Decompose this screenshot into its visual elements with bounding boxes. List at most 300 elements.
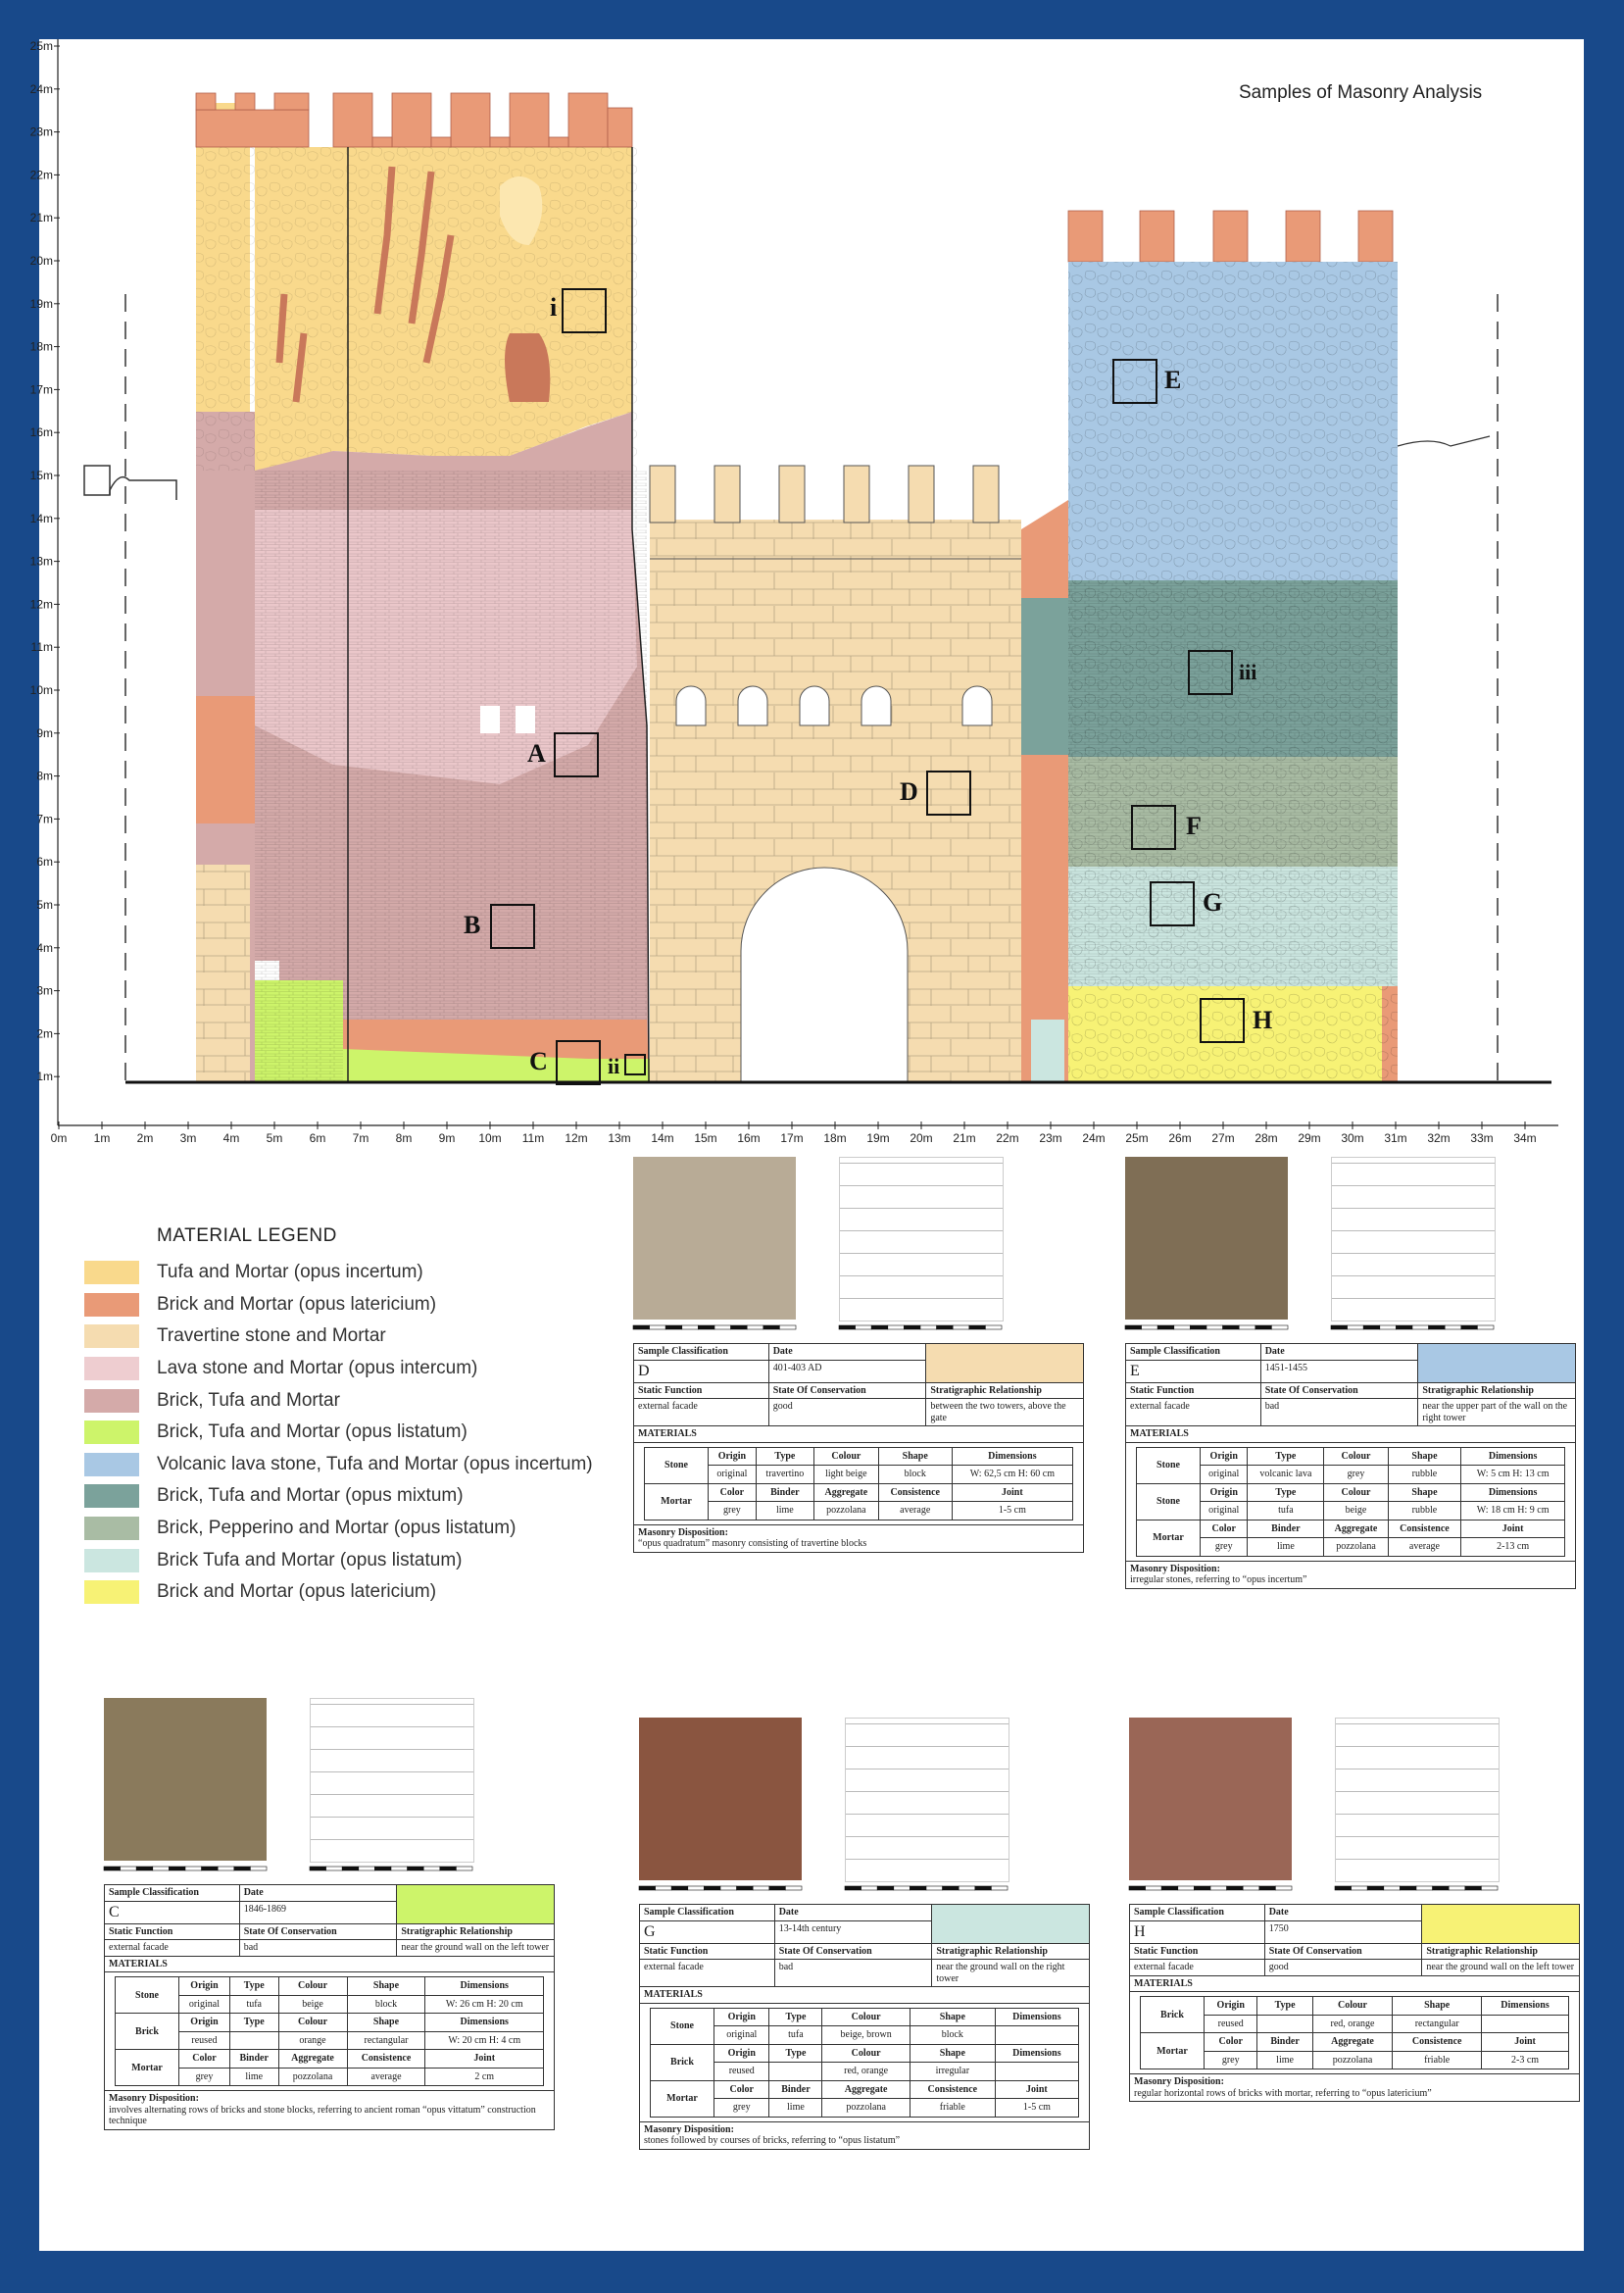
- x-tick-label: 15m: [694, 1131, 717, 1145]
- material-col-header: Color: [179, 2050, 230, 2069]
- x-tick-label: 20m: [910, 1131, 933, 1145]
- materials-table: [650, 2008, 1079, 2118]
- disposition-heading: Masonry Disposition:: [1134, 2076, 1224, 2088]
- x-tick-label: 22m: [996, 1131, 1019, 1145]
- scale-bar: [1125, 1323, 1288, 1331]
- material-cell: block: [910, 2026, 995, 2045]
- material-cell: volcanic lava: [1248, 1466, 1324, 1484]
- legend-item: [84, 1513, 593, 1545]
- y-tick-label: 14m: [29, 511, 53, 525]
- materials-table: [115, 1976, 544, 2086]
- sample-label: H: [1253, 1006, 1273, 1034]
- scale-bar: [310, 1865, 472, 1872]
- sheet-title: Samples of Masonry Analysis: [1239, 82, 1483, 103]
- scale-bar: [633, 1323, 796, 1331]
- info-cell: near the ground wall on the left tower: [1422, 1960, 1580, 1976]
- material-col-header: Colour: [813, 1447, 878, 1466]
- legend-label: Travertine stone and Mortar: [157, 1325, 386, 1347]
- disposition-heading: Masonry Disposition:: [644, 2123, 734, 2135]
- material-col-header: Joint: [425, 2050, 544, 2069]
- x-tick-label: 33m: [1470, 1131, 1494, 1145]
- drawing-sheet: [29, 39, 1584, 2251]
- sample-label: F: [1186, 812, 1202, 840]
- material-cell: rubble: [1388, 1502, 1461, 1520]
- x-tick-label: 16m: [737, 1131, 761, 1145]
- x-tick-label: 32m: [1427, 1131, 1451, 1145]
- material-color-swatch: [926, 1344, 1084, 1383]
- material-cell: lime: [756, 1502, 813, 1520]
- material-row-label: Mortar: [651, 2080, 714, 2117]
- y-tick-label: 21m: [29, 211, 53, 225]
- material-col-header: Origin: [179, 1977, 230, 1996]
- legend-label: Brick Tufa and Mortar (opus listatum): [157, 1549, 463, 1570]
- info-cell: bad: [239, 1940, 397, 1957]
- material-cell: lime: [1257, 2051, 1312, 2069]
- material-cell: grey: [1324, 1466, 1388, 1484]
- material-cell: reused: [714, 2063, 769, 2081]
- material-cell: light beige: [813, 1466, 878, 1484]
- y-tick-label: 24m: [29, 81, 53, 96]
- y-tick-label: 2m: [36, 1026, 53, 1041]
- info-cell: State Of Conservation: [239, 1923, 397, 1940]
- legend-label: Brick and Mortar (opus latericium): [157, 1581, 437, 1603]
- material-col-header: Shape: [910, 2044, 995, 2063]
- x-tick-label: 0m: [50, 1131, 68, 1145]
- y-tick-label: 9m: [36, 725, 53, 740]
- material-col-header: Type: [769, 2044, 822, 2063]
- material-cell: 2 cm: [425, 2068, 544, 2086]
- material-cell: friable: [910, 2099, 995, 2118]
- material-row-label: Mortar: [1137, 1520, 1201, 1556]
- sample-sketch: [1331, 1157, 1496, 1321]
- scale-bar: [1331, 1323, 1494, 1331]
- x-tick-label: 4m: [222, 1131, 240, 1145]
- sample-label: D: [900, 777, 918, 806]
- sample-id: H: [1130, 1920, 1265, 1943]
- x-tick-label: 17m: [780, 1131, 804, 1145]
- material-row-label: Stone: [1137, 1483, 1201, 1520]
- info-cell: Stratigraphic Relationship: [1418, 1382, 1576, 1399]
- material-col-header: Colour: [1312, 1997, 1393, 2016]
- material-col-header: Aggregate: [813, 1483, 878, 1502]
- material-col-header: Aggregate: [1324, 1520, 1388, 1538]
- materials-table: [1140, 1996, 1569, 2069]
- material-cell: friable: [1393, 2051, 1482, 2069]
- legend-label: Brick and Mortar (opus latericium): [157, 1293, 437, 1315]
- material-col-header: Binder: [229, 2050, 278, 2069]
- sample-label: A: [527, 739, 546, 768]
- material-cell: 1-5 cm: [952, 1502, 1072, 1520]
- disposition-text: regular horizontal rows of bricks with mortar, referring to “opus latericium”: [1134, 2087, 1432, 2099]
- y-tick-label: 11m: [30, 640, 53, 655]
- x-tick-label: 2m: [136, 1131, 154, 1145]
- material-color-swatch: [1418, 1344, 1576, 1383]
- material-color-swatch: [1422, 1905, 1580, 1944]
- material-cell: [1482, 2015, 1569, 2033]
- info-cell: Date: [1260, 1344, 1418, 1361]
- info-cell: Stratigraphic Relationship: [397, 1923, 555, 1940]
- materials-table: [1136, 1447, 1565, 1557]
- material-col-header: Joint: [995, 2080, 1078, 2099]
- x-tick-label: 5m: [266, 1131, 283, 1145]
- material-cell: original: [179, 1995, 230, 2014]
- x-tick-label: 14m: [651, 1131, 674, 1145]
- material-col-header: Colour: [1324, 1483, 1388, 1502]
- material-col-header: Dimensions: [425, 1977, 544, 1996]
- disposition-text: irregular stones, referring to “opus incertum”: [1130, 1574, 1307, 1586]
- material-col-header: Binder: [769, 2080, 822, 2099]
- sample-date: 1750: [1264, 1920, 1422, 1943]
- material-cell: block: [347, 1995, 425, 2014]
- material-cell: red, orange: [822, 2063, 910, 2081]
- info-cell: between the two towers, above the gate: [926, 1399, 1084, 1426]
- y-tick-label: 12m: [29, 597, 53, 612]
- x-tick-label: 13m: [608, 1131, 631, 1145]
- x-tick-label: 9m: [438, 1131, 456, 1145]
- x-tick-label: 26m: [1168, 1131, 1192, 1145]
- info-cell: external facade: [634, 1399, 769, 1426]
- material-cell: tufa: [769, 2026, 822, 2045]
- info-cell: Sample Classification: [1126, 1344, 1261, 1361]
- x-tick-label: 18m: [823, 1131, 847, 1145]
- left-wall-stub: [84, 466, 110, 495]
- x-tick-label: 8m: [395, 1131, 413, 1145]
- material-cell: rubble: [1388, 1466, 1461, 1484]
- material-cell: red, orange: [1312, 2015, 1393, 2033]
- material-col-header: Dimensions: [1482, 1997, 1569, 2016]
- material-row-label: Stone: [651, 2008, 714, 2044]
- material-col-header: Color: [709, 1483, 757, 1502]
- legend-label: Brick, Pepperino and Mortar (opus listatum): [157, 1518, 517, 1539]
- x-tick-label: 1m: [93, 1131, 111, 1145]
- material-col-header: Shape: [347, 2014, 425, 2032]
- legend-label: Brick, Tufa and Mortar: [157, 1389, 340, 1411]
- legend-label: Tufa and Mortar (opus incertum): [157, 1262, 423, 1283]
- material-col-header: Dimensions: [1461, 1447, 1565, 1466]
- sample-date: 401-403 AD: [768, 1360, 926, 1382]
- material-cell: original: [1201, 1502, 1248, 1520]
- sample-id: C: [105, 1901, 240, 1923]
- legend-swatch: [84, 1357, 139, 1380]
- legend-swatch: [84, 1484, 139, 1508]
- info-cell: bad: [774, 1960, 932, 1987]
- x-tick-label: 25m: [1125, 1131, 1149, 1145]
- material-col-header: Colour: [822, 2044, 910, 2063]
- sample-photo: [104, 1698, 267, 1861]
- material-col-header: Joint: [1482, 2033, 1569, 2052]
- info-cell: bad: [1260, 1399, 1418, 1426]
- legend-item: [84, 1449, 593, 1481]
- material-col-header: Type: [1248, 1447, 1324, 1466]
- legend-item: [84, 1321, 593, 1353]
- y-tick-label: 5m: [36, 898, 53, 912]
- material-col-header: Origin: [709, 1447, 757, 1466]
- material-cell: W: 20 cm H: 4 cm: [425, 2031, 544, 2050]
- legend-title: MATERIAL LEGEND: [157, 1225, 337, 1246]
- material-col-header: Dimensions: [952, 1447, 1072, 1466]
- x-tick-label: 3m: [179, 1131, 197, 1145]
- material-col-header: Shape: [1393, 1997, 1482, 2016]
- material-col-header: Type: [1257, 1997, 1312, 2016]
- material-col-header: Shape: [347, 1977, 425, 1996]
- material-cell: pozzolana: [813, 1502, 878, 1520]
- info-cell: external facade: [105, 1940, 240, 1957]
- disposition-heading: Masonry Disposition:: [109, 2093, 199, 2105]
- info-cell: Static Function: [1130, 1943, 1265, 1960]
- x-tick-label: 10m: [478, 1131, 502, 1145]
- info-cell: Stratigraphic Relationship: [926, 1382, 1084, 1399]
- material-cell: tufa: [229, 1995, 278, 2014]
- scale-bar: [104, 1865, 267, 1872]
- info-cell: Sample Classification: [634, 1344, 769, 1361]
- material-col-header: Origin: [179, 2014, 230, 2032]
- material-row-label: Brick: [1141, 1997, 1205, 2033]
- info-cell: Sample Classification: [640, 1905, 775, 1921]
- material-cell: W: 5 cm H: 13 cm: [1461, 1466, 1565, 1484]
- material-cell: W: 26 cm H: 20 cm: [425, 1995, 544, 2014]
- material-col-header: Dimensions: [995, 2044, 1078, 2063]
- material-cell: beige: [278, 1995, 347, 2014]
- info-cell: MATERIALS: [640, 1987, 1090, 2004]
- material-cell: original: [709, 1466, 757, 1484]
- y-tick-label: 6m: [36, 855, 53, 870]
- material-cell: grey: [1205, 2051, 1257, 2069]
- info-cell: State Of Conservation: [1260, 1382, 1418, 1399]
- material-col-header: Color: [714, 2080, 769, 2099]
- sample-sketch: [1335, 1718, 1500, 1882]
- y-tick-label: 25m: [29, 39, 53, 53]
- info-cell: Date: [774, 1905, 932, 1921]
- legend-item: [84, 1544, 593, 1576]
- material-col-header: Aggregate: [822, 2080, 910, 2099]
- x-tick-label: 24m: [1082, 1131, 1106, 1145]
- sample-photo: [1125, 1157, 1288, 1320]
- material-row-label: Stone: [645, 1447, 709, 1483]
- x-tick-label: 12m: [565, 1131, 588, 1145]
- disposition-heading: Masonry Disposition:: [638, 1526, 728, 1538]
- material-cell: beige, brown: [822, 2026, 910, 2045]
- legend-item: [84, 1289, 593, 1321]
- info-cell: Sample Classification: [105, 1885, 240, 1902]
- sample-date: 13-14th century: [774, 1920, 932, 1943]
- material-legend: [84, 1225, 593, 1609]
- info-cell: State Of Conservation: [768, 1382, 926, 1399]
- material-row-label: Mortar: [645, 1483, 709, 1520]
- legend-label: Brick, Tufa and Mortar (opus listatum): [157, 1421, 468, 1443]
- info-cell: external facade: [1130, 1960, 1265, 1976]
- legend-swatch: [84, 1580, 139, 1604]
- material-row-label: Stone: [1137, 1447, 1201, 1483]
- info-cell: Date: [1264, 1905, 1422, 1921]
- material-cell: [769, 2063, 822, 2081]
- legend-label: Lava stone and Mortar (opus intercum): [157, 1358, 478, 1379]
- y-tick-label: 22m: [29, 168, 53, 182]
- legend-swatch: [84, 1324, 139, 1348]
- material-cell: rectangular: [347, 2031, 425, 2050]
- material-cell: 1-5 cm: [995, 2099, 1078, 2118]
- material-cell: tufa: [1248, 1502, 1324, 1520]
- legend-swatch: [84, 1453, 139, 1476]
- scale-bar: [1129, 1884, 1292, 1892]
- info-cell: State Of Conservation: [774, 1943, 932, 1960]
- y-tick-label: 8m: [36, 769, 53, 783]
- info-cell: good: [1264, 1960, 1422, 1976]
- sample-label: iii: [1239, 660, 1257, 684]
- info-cell: near the ground wall on the right tower: [932, 1960, 1090, 1987]
- sample-sketch: [845, 1718, 1009, 1882]
- sample-label: E: [1164, 366, 1182, 394]
- info-cell: near the ground wall on the left tower: [397, 1940, 555, 1957]
- info-cell: Static Function: [640, 1943, 775, 1960]
- material-col-header: Binder: [1257, 2033, 1312, 2052]
- material-cell: pozzolana: [278, 2068, 347, 2086]
- sample-info-table: [639, 1904, 1090, 2150]
- sample-date: 1846-1869: [239, 1901, 397, 1923]
- x-tick-label: 21m: [953, 1131, 976, 1145]
- material-col-header: Color: [1205, 2033, 1257, 2052]
- material-col-header: Origin: [714, 2008, 769, 2026]
- material-col-header: Origin: [1205, 1997, 1257, 2016]
- material-row-label: Stone: [116, 1977, 179, 2014]
- material-cell: block: [878, 1466, 952, 1484]
- material-cell: orange: [278, 2031, 347, 2050]
- legend-swatch: [84, 1261, 139, 1284]
- material-color-swatch: [932, 1905, 1090, 1944]
- material-cell: average: [347, 2068, 425, 2086]
- material-row-label: Brick: [116, 2014, 179, 2050]
- material-cell: average: [878, 1502, 952, 1520]
- x-tick-label: 23m: [1039, 1131, 1062, 1145]
- material-col-header: Shape: [1388, 1447, 1461, 1466]
- x-tick-label: 30m: [1341, 1131, 1364, 1145]
- material-col-header: Binder: [756, 1483, 813, 1502]
- sample-label: ii: [608, 1054, 620, 1078]
- x-tick-label: 6m: [309, 1131, 326, 1145]
- sample-info-table: [633, 1343, 1084, 1553]
- material-col-header: Shape: [910, 2008, 995, 2026]
- material-cell: W: 18 cm H: 9 cm: [1461, 1502, 1565, 1520]
- info-cell: Sample Classification: [1130, 1905, 1265, 1921]
- legend-swatch: [84, 1421, 139, 1444]
- material-col-header: Aggregate: [278, 2050, 347, 2069]
- x-tick-label: 11m: [521, 1131, 545, 1145]
- info-cell: MATERIALS: [105, 1956, 555, 1972]
- material-col-header: Consistence: [1388, 1520, 1461, 1538]
- sample-id: D: [634, 1360, 769, 1382]
- x-tick-label: 7m: [352, 1131, 369, 1145]
- info-cell: Date: [768, 1344, 926, 1361]
- x-tick-label: 34m: [1513, 1131, 1537, 1145]
- material-cell: reused: [1205, 2015, 1257, 2033]
- sample-label: G: [1203, 888, 1223, 917]
- material-col-header: Color: [1201, 1520, 1248, 1538]
- scale-bar: [845, 1884, 1008, 1892]
- material-row-label: Mortar: [1141, 2033, 1205, 2069]
- material-cell: pozzolana: [1312, 2051, 1393, 2069]
- material-col-header: Joint: [952, 1483, 1072, 1502]
- scale-bar: [639, 1884, 802, 1892]
- material-col-header: Consistence: [1393, 2033, 1482, 2052]
- disposition-text: involves alternating rows of bricks and stone blocks, referring to ancient roman “opus vittatum” construction technique: [109, 2104, 536, 2127]
- material-cell: 2-3 cm: [1482, 2051, 1569, 2069]
- legend-swatch: [84, 1389, 139, 1413]
- material-col-header: Aggregate: [1312, 2033, 1393, 2052]
- material-cell: lime: [1248, 1538, 1324, 1557]
- material-col-header: Colour: [278, 2014, 347, 2032]
- x-tick-label: 31m: [1384, 1131, 1407, 1145]
- info-cell: MATERIALS: [1130, 1975, 1580, 1992]
- material-col-header: Type: [229, 1977, 278, 1996]
- legend-item: [84, 1480, 593, 1513]
- disposition-heading: Masonry Disposition:: [1130, 1563, 1220, 1574]
- legend-item: [84, 1257, 593, 1289]
- sample-info-table: [1125, 1343, 1576, 1589]
- info-cell: good: [768, 1399, 926, 1426]
- sample-label: C: [529, 1047, 548, 1075]
- legend-label: Brick, Tufa and Mortar (opus mixtum): [157, 1485, 464, 1507]
- material-cell: [1257, 2015, 1312, 2033]
- y-tick-label: 16m: [29, 425, 53, 440]
- info-cell: external facade: [1126, 1399, 1261, 1426]
- info-cell: Static Function: [105, 1923, 240, 1940]
- material-col-header: Origin: [1201, 1483, 1248, 1502]
- y-tick-label: 19m: [29, 296, 53, 311]
- scale-bar: [1335, 1884, 1498, 1892]
- material-cell: [995, 2026, 1078, 2045]
- y-tick-label: 4m: [36, 940, 53, 955]
- material-col-header: Dimensions: [995, 2008, 1078, 2026]
- material-row-label: Brick: [651, 2044, 714, 2080]
- info-cell: external facade: [640, 1960, 775, 1987]
- info-cell: Date: [239, 1885, 397, 1902]
- sample-photo: [1129, 1718, 1292, 1880]
- y-tick-label: 13m: [29, 554, 53, 569]
- y-tick-label: 10m: [29, 683, 53, 697]
- sample-photo: [633, 1157, 796, 1320]
- sample-photo: [639, 1718, 802, 1880]
- info-cell: State Of Conservation: [1264, 1943, 1422, 1960]
- material-cell: lime: [229, 2068, 278, 2086]
- material-cell: original: [714, 2026, 769, 2045]
- material-cell: pozzolana: [1324, 1538, 1388, 1557]
- material-col-header: Colour: [278, 1977, 347, 1996]
- material-cell: lime: [769, 2099, 822, 2118]
- elevation-drawing: [29, 39, 1584, 1167]
- material-col-header: Shape: [878, 1447, 952, 1466]
- info-cell: MATERIALS: [634, 1426, 1084, 1443]
- info-cell: Stratigraphic Relationship: [932, 1943, 1090, 1960]
- material-cell: reused: [179, 2031, 230, 2050]
- y-tick-label: 18m: [29, 339, 53, 354]
- material-cell: travertino: [756, 1466, 813, 1484]
- info-cell: Static Function: [1126, 1382, 1261, 1399]
- material-col-header: Colour: [822, 2008, 910, 2026]
- sample-label: B: [464, 911, 481, 939]
- x-tick-label: 19m: [866, 1131, 890, 1145]
- legend-item: [84, 1576, 593, 1609]
- material-cell: [995, 2063, 1078, 2081]
- scale-bar: [839, 1323, 1002, 1331]
- material-cell: pozzolana: [822, 2099, 910, 2118]
- material-row-label: Mortar: [116, 2050, 179, 2086]
- disposition-text: “opus quadratum” masonry consisting of travertine blocks: [638, 1538, 867, 1550]
- y-tick-label: 1m: [36, 1070, 53, 1084]
- material-col-header: Type: [229, 2014, 278, 2032]
- legend-swatch: [84, 1517, 139, 1540]
- sample-info-table: [104, 1884, 555, 2130]
- material-cell: average: [1388, 1538, 1461, 1557]
- material-cell: W: 62,5 cm H: 60 cm: [952, 1466, 1072, 1484]
